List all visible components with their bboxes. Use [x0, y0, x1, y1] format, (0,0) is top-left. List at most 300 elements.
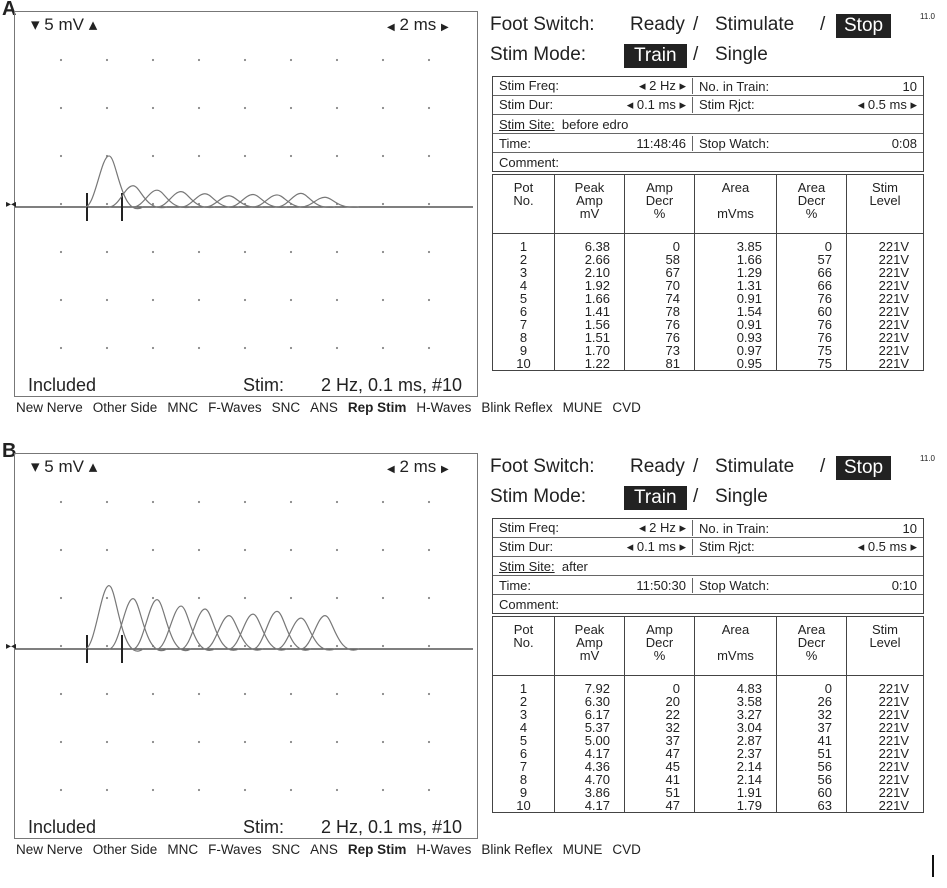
grid-dot: [244, 741, 246, 743]
grid-dot: [382, 203, 384, 205]
table-cell: 78: [665, 304, 680, 319]
grid-dot: [382, 299, 384, 301]
column-header-area: Area mVms: [695, 617, 777, 675]
menu-item-cvd[interactable]: CVD: [612, 400, 641, 415]
single-button[interactable]: Single: [715, 44, 768, 65]
table-cell: 10: [516, 356, 531, 371]
table-cell: 4.83: [736, 681, 762, 696]
stim-dur-value: 0.1 ms: [636, 97, 676, 112]
table-cell: 2: [519, 252, 528, 267]
table-cell: 221V: [878, 694, 909, 709]
table-cell: 63: [817, 798, 832, 813]
table-cell: 0: [672, 239, 680, 254]
table-cell: 221V: [878, 746, 909, 761]
grid-dot: [244, 693, 246, 695]
grid-dot: [152, 59, 154, 61]
grid-dot: [152, 741, 154, 743]
grid-dot: [106, 549, 108, 551]
stim-dur-field[interactable]: Stim Dur: ◂ 0.1 ms ▸: [493, 97, 693, 113]
stim-mode-label: Stim Mode:: [490, 486, 587, 507]
grid-dot: [382, 251, 384, 253]
menu-item-other-side[interactable]: Other Side: [92, 842, 158, 857]
grid-dot: [428, 693, 430, 695]
column-pot-no: [493, 234, 555, 370]
baseline-marker-icon: ▸◂: [6, 199, 17, 210]
grid-dot: [428, 597, 430, 599]
grid-dot: [382, 597, 384, 599]
grid-dot: [60, 597, 62, 599]
grid-dot: [152, 107, 154, 109]
ready-button[interactable]: Ready: [630, 456, 685, 477]
grid-dot: [60, 645, 62, 647]
column-header-area: Area mVms: [695, 175, 777, 233]
grid-dot: [60, 347, 62, 349]
grid-dot: [106, 693, 108, 695]
no-in-train-label: No. in Train:: [699, 520, 770, 536]
stim-site-label: Stim Site:: [499, 116, 555, 132]
time-row: [493, 576, 923, 595]
column-peak-amp: [555, 676, 625, 812]
stim-site-field[interactable]: [493, 117, 923, 132]
menu-item-h-waves[interactable]: H-Waves: [416, 400, 472, 415]
table-cell: 75: [817, 356, 832, 371]
results-body: [493, 676, 923, 812]
grid-dot: [152, 347, 154, 349]
gain-value: 5 mV: [44, 457, 84, 476]
grid-dot: [290, 789, 292, 791]
version-label: 11.0: [920, 12, 935, 21]
table-cell: 6: [519, 304, 528, 319]
grid-dot: [198, 741, 200, 743]
menu-item-blink-reflex[interactable]: Blink Reflex: [481, 842, 553, 857]
menu-item-mnc[interactable]: MNC: [167, 400, 199, 415]
menu-item-rep-stim[interactable]: Rep Stim: [347, 842, 407, 857]
column-header-peak-amp: Peak Amp mV: [555, 617, 625, 675]
stim-dur-field[interactable]: Stim Dur: ◂ 0.1 ms ▸: [493, 539, 693, 555]
foot-switch-row: Foot Switch: Ready / Stimulate / Stop: [490, 456, 595, 478]
menu-item-mnc[interactable]: MNC: [167, 842, 199, 857]
grid-dot: [198, 693, 200, 695]
grid-dot: [428, 789, 430, 791]
table-cell: 1.22: [584, 356, 610, 371]
cmap-response-6: [205, 616, 263, 650]
table-cell: 6.30: [584, 694, 610, 709]
table-cell: 1.91: [736, 785, 762, 800]
sweep-control[interactable]: [387, 15, 449, 35]
table-cell: 3.86: [584, 785, 610, 800]
menu-item-h-waves[interactable]: H-Waves: [416, 842, 472, 857]
stimulate-button[interactable]: Stimulate: [715, 456, 795, 477]
table-cell: 0.93: [736, 330, 762, 345]
stim-site-value: before edro: [561, 116, 629, 132]
grid-dot: [290, 347, 292, 349]
column-header-amp-decr: Amp Decr %: [625, 617, 695, 675]
grid-dot: [152, 251, 154, 253]
grid-dot: [198, 59, 200, 61]
foot-switch-label: Foot Switch:: [490, 456, 595, 477]
grid-dot: [428, 155, 430, 157]
stim-freq-field[interactable]: Stim Freq: ◂ 2 Hz ▸: [493, 78, 693, 94]
grid-dot: [336, 107, 338, 109]
grid-dot: [60, 107, 62, 109]
menu-item-new-nerve[interactable]: New Nerve: [16, 842, 83, 857]
grid-dot: [428, 251, 430, 253]
table-cell: 3.58: [736, 694, 762, 709]
grid-dot: [106, 501, 108, 503]
grid-dot: [290, 645, 292, 647]
table-cell: 221V: [878, 681, 909, 696]
grid-dot: [198, 549, 200, 551]
grid-dot: [198, 155, 200, 157]
table-cell: 7.92: [584, 681, 610, 696]
ready-button[interactable]: Ready: [630, 14, 685, 35]
table-cell: 3.85: [736, 239, 762, 254]
table-cell: 221V: [878, 291, 909, 306]
stim-values: 2 Hz, 0.1 ms, #10: [321, 375, 463, 395]
table-cell: 6: [519, 746, 528, 761]
grid-dot: [244, 107, 246, 109]
grid-dot: [60, 251, 62, 253]
table-cell: 1.51: [584, 330, 610, 345]
stop-button[interactable]: Stop: [836, 456, 891, 480]
stim-freq-label: Stim Freq:: [499, 78, 559, 93]
stim-site-value: after: [561, 558, 588, 574]
time-value: 11:50:30: [636, 577, 686, 593]
table-cell: 7: [519, 759, 528, 774]
text-cursor: [932, 855, 934, 877]
table-cell: 0.97: [736, 343, 762, 358]
column-amp-decr: [625, 676, 695, 812]
table-cell: 56: [817, 759, 832, 774]
grid-dot: [336, 741, 338, 743]
table-cell: 58: [665, 252, 680, 267]
grid-dot: [106, 597, 108, 599]
table-cell: 4.70: [584, 772, 610, 787]
stim-mode-row: Stim Mode: Train / Single: [490, 486, 768, 508]
stim-rjct-value: 0.5 ms: [867, 97, 907, 112]
dur-row: [493, 96, 923, 115]
grid-dot: [244, 789, 246, 791]
stim-rjct-label: Stim Rjct:: [699, 539, 755, 554]
table-cell: 51: [817, 746, 832, 761]
table-cell: 221V: [878, 239, 909, 254]
table-cell: 66: [817, 265, 832, 280]
stopwatch-field: [693, 136, 923, 151]
cmap-response-4: [157, 606, 215, 650]
cmap-response-10: [301, 616, 359, 650]
stim-freq-field[interactable]: Stim Freq: ◂ 2 Hz ▸: [493, 520, 693, 536]
menu-item-ans[interactable]: ANS: [310, 842, 338, 857]
menu-item-mune[interactable]: MUNE: [562, 400, 603, 415]
menu-item-mune[interactable]: MUNE: [562, 842, 603, 857]
table-cell: 45: [665, 759, 680, 774]
table-cell: 56: [817, 772, 832, 787]
table-cell: 3.04: [736, 720, 762, 735]
comment-label: Comment:: [499, 596, 559, 612]
grid-dot: [290, 501, 292, 503]
table-cell: 41: [817, 733, 832, 748]
sweep-value: 2 ms: [399, 15, 437, 34]
table-cell: 66: [817, 278, 832, 293]
grid-dot: [244, 597, 246, 599]
table-cell: 76: [665, 317, 680, 332]
table-cell: 20: [665, 694, 680, 709]
stopwatch-label: Stop Watch:: [699, 135, 770, 151]
sweep-control[interactable]: [387, 457, 449, 477]
version-label: 11.0: [920, 454, 935, 463]
column-header-pot-no: Pot No.: [493, 175, 555, 233]
up-arrow-icon[interactable]: ▴: [88, 457, 98, 476]
grid-dot: [60, 203, 62, 205]
grid-dot: [244, 645, 246, 647]
table-cell: 4: [519, 720, 528, 735]
grid-dot: [290, 597, 292, 599]
grid-dot: [106, 645, 108, 647]
table-cell: 5: [519, 733, 528, 748]
column-header-area-decr: Area Decr %: [777, 175, 847, 233]
table-cell: 1.70: [584, 343, 610, 358]
table-cell: 73: [665, 343, 680, 358]
grid-dot: [336, 549, 338, 551]
grid-dot: [428, 203, 430, 205]
time-field: [493, 136, 693, 151]
column-area: [695, 676, 777, 812]
included-label: Included: [28, 375, 97, 395]
grid-dot: [336, 693, 338, 695]
comment-field[interactable]: [493, 155, 923, 170]
grid-dot: [106, 59, 108, 61]
grid-dot: [290, 299, 292, 301]
table-cell: 1.54: [736, 304, 762, 319]
train-button[interactable]: Train: [624, 486, 687, 510]
grid-dot: [428, 299, 430, 301]
menu-bar: [16, 400, 651, 415]
table-cell: 5.00: [584, 733, 610, 748]
table-cell: 4: [519, 278, 528, 293]
grid-dot: [382, 107, 384, 109]
stim-mode-row: Stim Mode: Train / Single: [490, 44, 768, 66]
grid-dot: [244, 299, 246, 301]
table-cell: 1.79: [736, 798, 762, 813]
grid-dot: [428, 59, 430, 61]
table-cell: 221V: [878, 798, 909, 813]
train-button[interactable]: Train: [624, 44, 687, 68]
comment-field[interactable]: [493, 597, 923, 612]
menu-item-rep-stim[interactable]: Rep Stim: [347, 400, 407, 415]
table-cell: 1.31: [736, 278, 762, 293]
grid-dot: [152, 597, 154, 599]
table-cell: 47: [665, 798, 680, 813]
menu-item-ans[interactable]: ANS: [310, 400, 338, 415]
table-cell: 5: [519, 291, 528, 306]
dur-row: [493, 538, 923, 557]
table-cell: 10: [516, 798, 531, 813]
grid-dot: [198, 597, 200, 599]
grid-dot: [198, 299, 200, 301]
table-cell: 51: [665, 785, 680, 800]
grid-dot: [336, 299, 338, 301]
panel-a: [0, 0, 947, 430]
grid-dot: [290, 549, 292, 551]
table-cell: 221V: [878, 356, 909, 371]
single-button[interactable]: Single: [715, 486, 768, 507]
table-cell: 81: [665, 356, 680, 371]
stopwatch-label: Stop Watch:: [699, 577, 770, 593]
left-arrow-icon[interactable]: ◀: [387, 464, 395, 475]
stim-freq-label: Stim Freq:: [499, 520, 559, 535]
stim-rjct-field[interactable]: Stim Rjct: ◂ 0.5 ms ▸: [699, 97, 917, 112]
panel-b: [0, 442, 947, 872]
table-cell: 4.17: [584, 746, 610, 761]
menu-item-snc[interactable]: SNC: [271, 400, 301, 415]
menu-item-snc[interactable]: SNC: [271, 842, 301, 857]
table-cell: 4.17: [584, 798, 610, 813]
stimulate-button[interactable]: Stimulate: [715, 14, 795, 35]
grid-dot: [60, 299, 62, 301]
table-cell: 0.91: [736, 291, 762, 306]
table-cell: 221V: [878, 317, 909, 332]
table-cell: 26: [817, 694, 832, 709]
table-cell: 221V: [878, 733, 909, 748]
table-cell: 5.37: [584, 720, 610, 735]
stopwatch-value: 0:10: [891, 577, 917, 593]
column-header-pot-no: Pot No.: [493, 617, 555, 675]
time-row: [493, 134, 923, 153]
grid-dot: [244, 59, 246, 61]
foot-switch-label: Foot Switch:: [490, 14, 595, 35]
baseline-marker-icon: ▸◂: [6, 641, 17, 652]
table-cell: 2.14: [736, 759, 762, 774]
results-header: [493, 617, 923, 676]
column-pot-no: [493, 676, 555, 812]
table-cell: 67: [665, 265, 680, 280]
table-cell: 75: [817, 343, 832, 358]
table-cell: 37: [817, 720, 832, 735]
table-cell: 1.29: [736, 265, 762, 280]
column-header-peak-amp: Peak Amp mV: [555, 175, 625, 233]
grid-dot: [244, 251, 246, 253]
down-arrow-icon[interactable]: ▾: [31, 457, 40, 476]
grid-dot: [152, 789, 154, 791]
results-header: [493, 175, 923, 234]
freq-row: [493, 77, 923, 96]
grid-dot: [290, 251, 292, 253]
grid-dot: [382, 549, 384, 551]
waveform-display: [14, 453, 478, 839]
table-cell: 2: [519, 694, 528, 709]
no-in-train-value: 10: [902, 78, 917, 94]
right-arrow-icon[interactable]: ▶: [441, 464, 449, 475]
table-cell: 70: [665, 278, 680, 293]
grid-dot: [60, 501, 62, 503]
stim-parameters: [492, 76, 924, 172]
grid-dot: [106, 251, 108, 253]
grid-dot: [428, 549, 430, 551]
results-table: [492, 174, 924, 371]
waveform-plot: [15, 12, 477, 396]
down-arrow-icon[interactable]: ▾: [31, 15, 40, 34]
cmap-response-1: [85, 586, 143, 651]
grid-dot: [60, 693, 62, 695]
table-cell: 2.66: [584, 252, 610, 267]
grid-dot: [152, 155, 154, 157]
gain-control[interactable]: [31, 15, 97, 35]
table-cell: 4.36: [584, 759, 610, 774]
no-in-train-field[interactable]: [693, 521, 923, 536]
stim-rjct-field[interactable]: Stim Rjct: ◂ 0.5 ms ▸: [699, 539, 917, 554]
grid-dot: [60, 59, 62, 61]
panel-letter: A: [2, 0, 17, 20]
table-cell: 6.38: [584, 239, 610, 254]
table-cell: 0: [824, 239, 832, 254]
freq-row: [493, 519, 923, 538]
menu-item-cvd[interactable]: CVD: [612, 842, 641, 857]
table-cell: 1.66: [584, 291, 610, 306]
gain-control[interactable]: [31, 457, 97, 477]
table-cell: 221V: [878, 720, 909, 735]
table-cell: 32: [665, 720, 680, 735]
table-cell: 2.10: [584, 265, 610, 280]
stim-site-field[interactable]: [493, 559, 923, 574]
grid-dot: [152, 693, 154, 695]
foot-switch-row: Foot Switch: Ready / Stimulate / Stop: [490, 14, 595, 36]
grid-dot: [290, 741, 292, 743]
menu-item-blink-reflex[interactable]: Blink Reflex: [481, 400, 553, 415]
menu-item-other-side[interactable]: Other Side: [92, 400, 158, 415]
grid-dot: [382, 155, 384, 157]
grid-dot: [382, 501, 384, 503]
table-cell: 1.41: [584, 304, 610, 319]
time-field: [493, 578, 693, 593]
grid-dot: [152, 299, 154, 301]
time-value: 11:48:46: [636, 135, 686, 151]
column-amp-decr: [625, 234, 695, 370]
grid-dot: [382, 347, 384, 349]
stim-label: Stim:: [243, 375, 285, 395]
grid-dot: [336, 251, 338, 253]
no-in-train-field[interactable]: [693, 79, 923, 94]
comment-row: [493, 595, 923, 613]
stop-button[interactable]: Stop: [836, 14, 891, 38]
column-peak-amp: [555, 234, 625, 370]
grid-dot: [106, 203, 108, 205]
table-cell: 32: [817, 707, 832, 722]
grid-dot: [336, 597, 338, 599]
table-cell: 76: [817, 291, 832, 306]
table-cell: 41: [665, 772, 680, 787]
table-cell: 57: [817, 252, 832, 267]
column-stim-level: [847, 234, 923, 370]
table-cell: 0: [824, 681, 832, 696]
menu-item-new-nerve[interactable]: New Nerve: [16, 400, 83, 415]
sweep-value: 2 ms: [399, 457, 437, 476]
up-arrow-icon[interactable]: ▴: [88, 15, 98, 34]
left-arrow-icon[interactable]: ◀: [387, 22, 395, 33]
stim-label: Stim:: [243, 817, 285, 837]
comment-row: [493, 153, 923, 171]
right-arrow-icon[interactable]: ▶: [441, 22, 449, 33]
grid-dot: [336, 789, 338, 791]
table-cell: 37: [665, 733, 680, 748]
menu-item-f-waves[interactable]: F-Waves: [208, 400, 262, 415]
grid-dot: [382, 789, 384, 791]
grid-dot: [106, 299, 108, 301]
included-label: Included: [28, 817, 97, 837]
results-table: [492, 616, 924, 813]
table-cell: 22: [665, 707, 680, 722]
cmap-response-9: [277, 618, 335, 650]
menu-item-f-waves[interactable]: F-Waves: [208, 842, 262, 857]
